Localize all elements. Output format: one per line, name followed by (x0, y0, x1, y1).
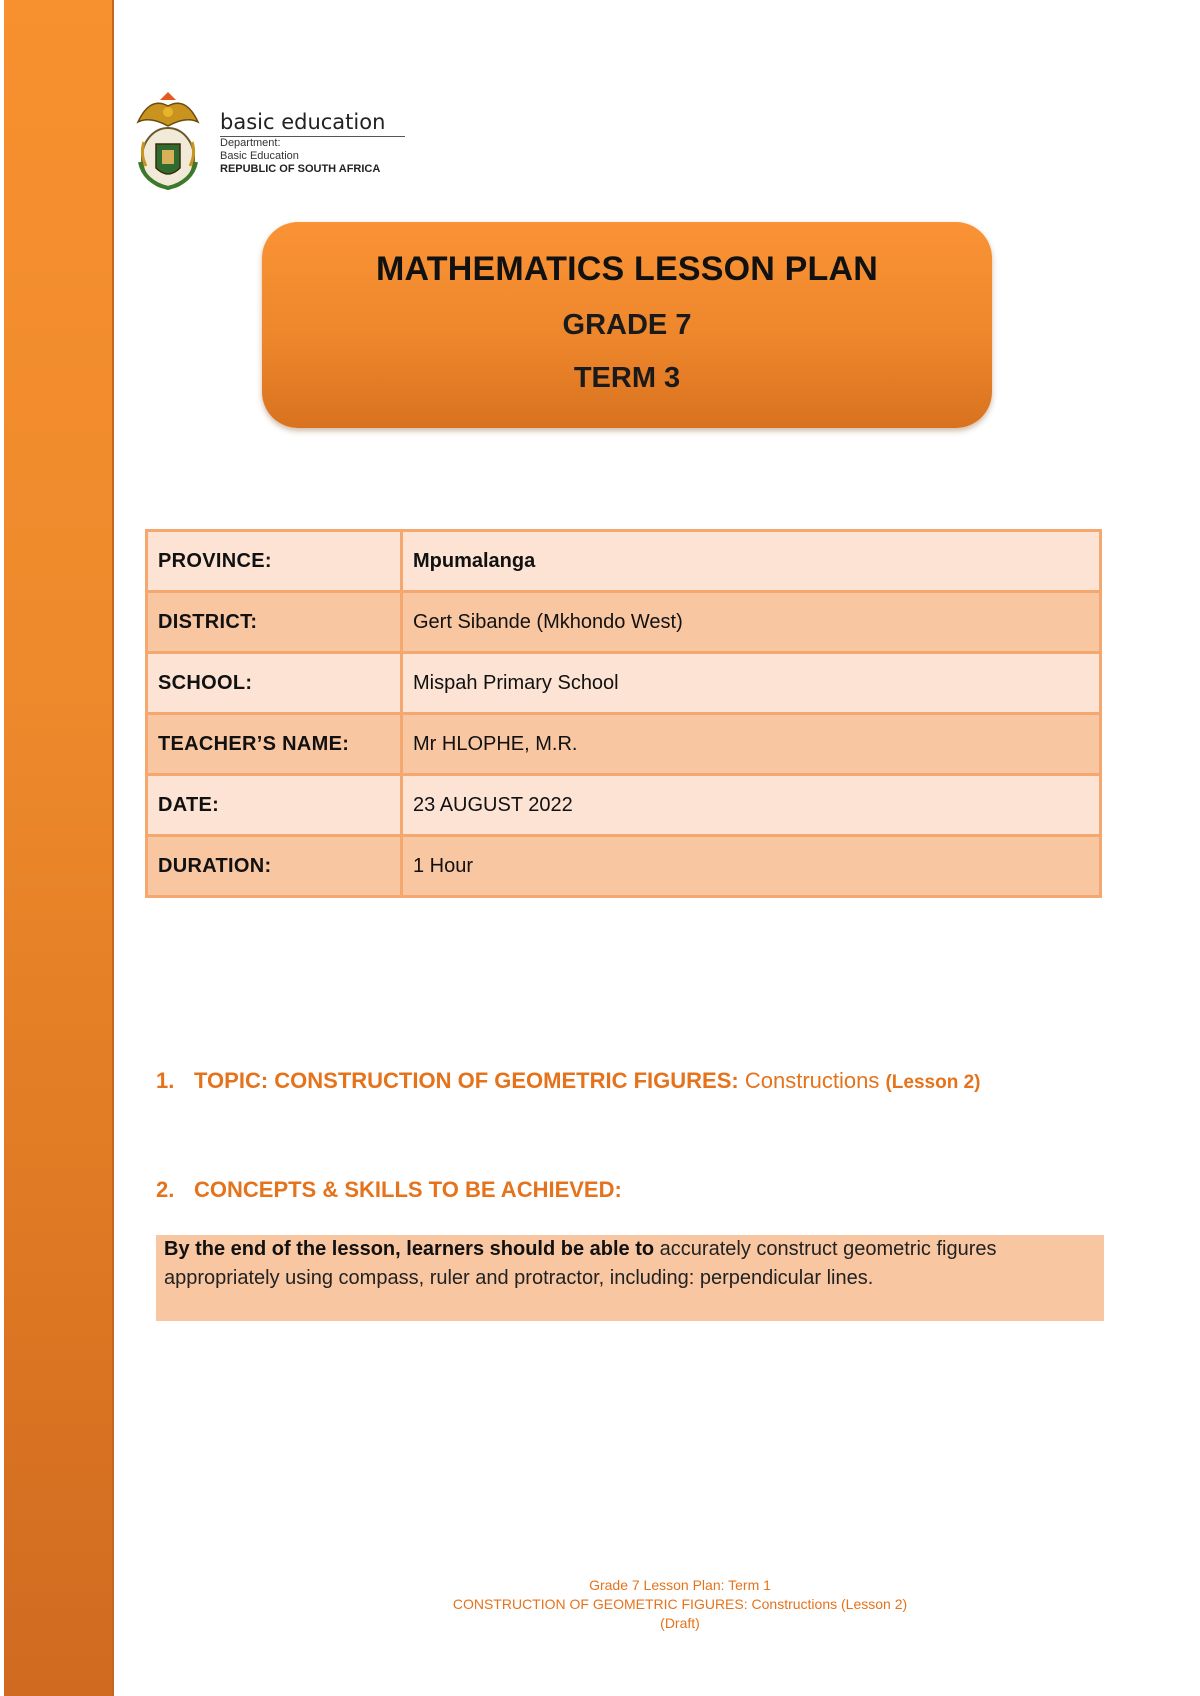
school-value: Mispah Primary School (402, 653, 1101, 714)
footer-line-1: Grade 7 Lesson Plan: Term 1 (589, 1577, 771, 1593)
province-label: PROVINCE: (147, 531, 402, 592)
coat-of-arms-icon (130, 92, 206, 192)
date-value: 23 AUGUST 2022 (402, 775, 1101, 836)
teacher-name-label: TEACHER’S NAME: (147, 714, 402, 775)
topic-heading (156, 1068, 981, 1094)
topic-title: TOPIC: CONSTRUCTION OF GEOMETRIC FIGURES: (194, 1068, 739, 1093)
page-footer (380, 1576, 980, 1633)
table-row (147, 653, 1101, 714)
dbe-logo (130, 92, 420, 192)
footer-line-2: CONSTRUCTION OF GEOMETRIC FIGURES: Constructions (Lesson 2) (452, 1596, 908, 1612)
province-value: Mpumalanga (402, 531, 1101, 592)
concepts-title: CONCEPTS & SKILLS TO BE ACHIEVED: (194, 1177, 622, 1202)
logo-title: basic education (220, 110, 405, 137)
logo-basic-education: Basic Education (220, 150, 299, 162)
footer-line-3: (Draft) (660, 1615, 700, 1631)
concepts-heading (156, 1177, 622, 1203)
concepts-lead: By the end of the lesson, learners should be able to (164, 1238, 655, 1260)
district-value: Gert Sibande (Mkhondo West) (402, 592, 1101, 653)
term-label: TERM 3 (573, 362, 681, 394)
sidebar-stripe (4, 0, 114, 1696)
concepts-body: accurately construct geometric figures appropriately using compass, ruler and protractor, including: perpendicular lines. (164, 1238, 997, 1289)
document-title: MATHEMATICS LESSON PLAN (376, 250, 878, 288)
table-row (147, 775, 1101, 836)
duration-label: DURATION: (147, 836, 402, 897)
lesson-info-table (145, 529, 1102, 898)
date-label: DATE: (147, 775, 402, 836)
district-label: DISTRICT: (147, 592, 402, 653)
concepts-number: 2. (156, 1177, 175, 1202)
concepts-box (156, 1235, 1104, 1321)
grade-label: GRADE 7 (562, 309, 692, 341)
logo-country: REPUBLIC OF SOUTH AFRICA (220, 163, 381, 175)
teacher-name-value: Mr HLOPHE, M.R. (402, 714, 1101, 775)
topic-lesson: (Lesson 2) (885, 1072, 981, 1093)
topic-number: 1. (156, 1068, 175, 1093)
table-row (147, 714, 1101, 775)
table-row (147, 836, 1101, 897)
logo-department: Department: (220, 137, 281, 149)
duration-value: 1 Hour (402, 836, 1101, 897)
title-banner (262, 222, 992, 428)
topic-subtopic: Constructions (744, 1068, 880, 1093)
table-row (147, 592, 1101, 653)
table-row (147, 531, 1101, 592)
school-label: SCHOOL: (147, 653, 402, 714)
